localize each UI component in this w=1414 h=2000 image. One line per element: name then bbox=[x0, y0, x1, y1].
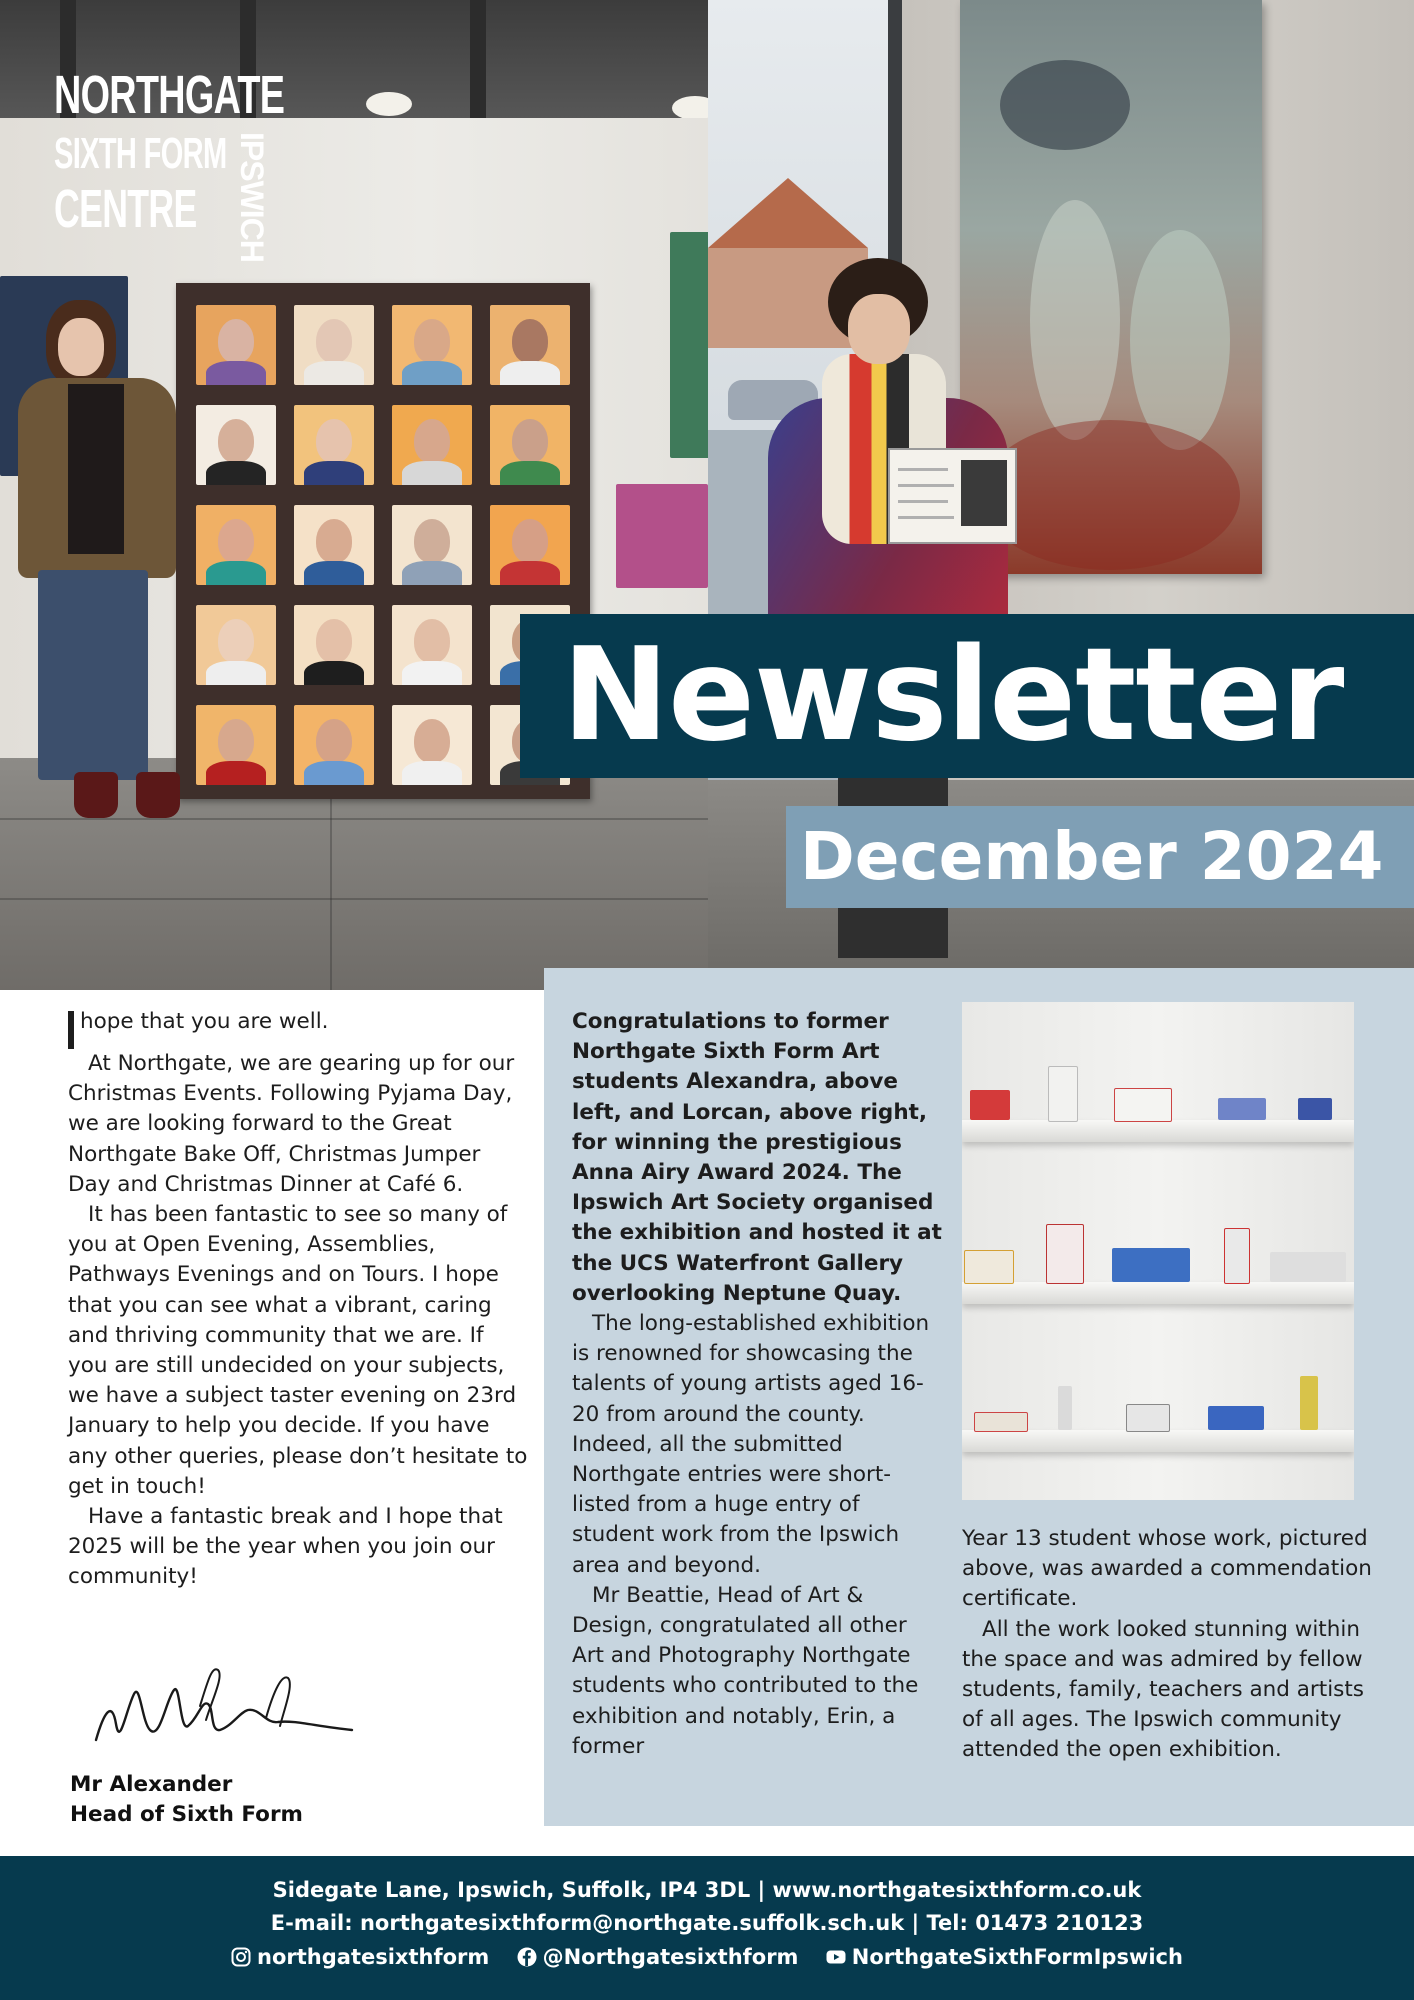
newsletter-title-banner bbox=[520, 614, 1414, 778]
youtube-icon bbox=[826, 1947, 846, 1967]
handwritten-signature bbox=[90, 1660, 360, 1762]
award-certificate bbox=[888, 448, 1017, 544]
welcome-paragraph-christmas: At Northgate, we are gearing up for our Christmas Events. Following Pyjama Day, we are looking forward to the Great Northgate Bake Off, Christmas Jumper Day and Christmas Dinner at Café 6. bbox=[68, 1051, 515, 1197]
footer-contact: E-mail: northgatesixthform@northgate.suffolk.sch.uk | Tel: 01473 210123 bbox=[270, 1911, 1144, 1935]
art-paragraph-community: All the work looked stunning within the space and was admired by fellow students, family, teachers and artists of all ages. The Ipswich community attended the open exhibition. bbox=[962, 1616, 1365, 1763]
photo-erin-artwork-shelves bbox=[962, 1002, 1354, 1500]
art-award-article bbox=[572, 1007, 942, 1762]
date-banner bbox=[786, 806, 1414, 908]
dropcap-bar bbox=[68, 1011, 74, 1049]
welcome-letter bbox=[68, 1007, 528, 1593]
northgate-logo bbox=[54, 65, 285, 262]
social-instagram[interactable] bbox=[231, 1941, 489, 1973]
youtube-channel: NorthgateSixthFormIpswich bbox=[851, 1945, 1183, 1969]
welcome-paragraph-open-evening: It has been fantastic to see so many of you at Open Evening, Assemblies, Pathways Evenings and on Tours. I hope that you can see what a vibrant, caring and thriving community that we are. If you are still undecided on your subjects, we have a subject taster evening on 23rd January to help you decide. If you have any other queries, please don’t hesitate to get in touch! bbox=[68, 1202, 528, 1499]
logo-line-2: SIXTH FORM bbox=[54, 129, 227, 178]
page-title: Newsletter bbox=[562, 621, 1344, 770]
instagram-icon bbox=[231, 1947, 251, 1967]
art-lead: Congratulations to former Northgate Sixth Form Art students Alexandra, above left, and Lorcan, above right, for winning the prestigious Anna Airy Award 2024. The Ipswich Art Society organised the exhibition and hosted it at the UCS Waterfront Gallery overlooking Neptune Quay. bbox=[572, 1009, 942, 1306]
logo-line-1: NORTHGATE bbox=[54, 65, 285, 125]
issue-date: December 2024 bbox=[800, 818, 1384, 895]
art-award-article-continued bbox=[962, 1524, 1372, 1766]
logo-line-3: CENTRE bbox=[54, 179, 197, 239]
signatory bbox=[70, 1770, 303, 1830]
art-paragraph-beattie: Mr Beattie, Head of Art & Design, congratulated all other Art and Photography Northgate students who contributed to the exhibition and notably, Erin, a former bbox=[572, 1582, 919, 1759]
welcome-paragraph-closing: Have a fantastic break and I hope that 2025 will be the year when you join our community! bbox=[68, 1504, 503, 1590]
facebook-handle: @Northgatesixthform bbox=[542, 1945, 799, 1969]
welcome-intro: hope that you are well. bbox=[80, 1009, 329, 1034]
footer-address: Sidegate Lane, Ipswich, Suffolk, IP4 3DL | www.northgatesixthform.co.uk bbox=[272, 1878, 1142, 1902]
art-paragraph-exhibition: The long-established exhibition is renowned for showcasing the talents of young artists aged 16-20 from around the county. Indeed, all the submitted Northgate entries were short-listed from a huge entry of student work from the Ipswich area and beyond. bbox=[572, 1311, 930, 1578]
signatory-name: Mr Alexander bbox=[70, 1772, 233, 1797]
logo-vertical-ipswich: IPSWICH bbox=[234, 132, 270, 262]
art-paragraph-erin: Year 13 student whose work, pictured above, was awarded a commendation certificate. bbox=[962, 1526, 1372, 1612]
instagram-handle: northgatesixthform bbox=[257, 1945, 490, 1969]
alexandra-figure bbox=[14, 300, 184, 840]
signatory-role: Head of Sixth Form bbox=[70, 1802, 303, 1827]
contact-footer bbox=[0, 1856, 1414, 2000]
social-youtube[interactable] bbox=[826, 1941, 1183, 1973]
social-facebook[interactable] bbox=[517, 1941, 799, 1973]
facebook-icon bbox=[517, 1947, 537, 1967]
footer-social bbox=[0, 1940, 1414, 1973]
hero-photo-collage bbox=[0, 0, 1414, 990]
